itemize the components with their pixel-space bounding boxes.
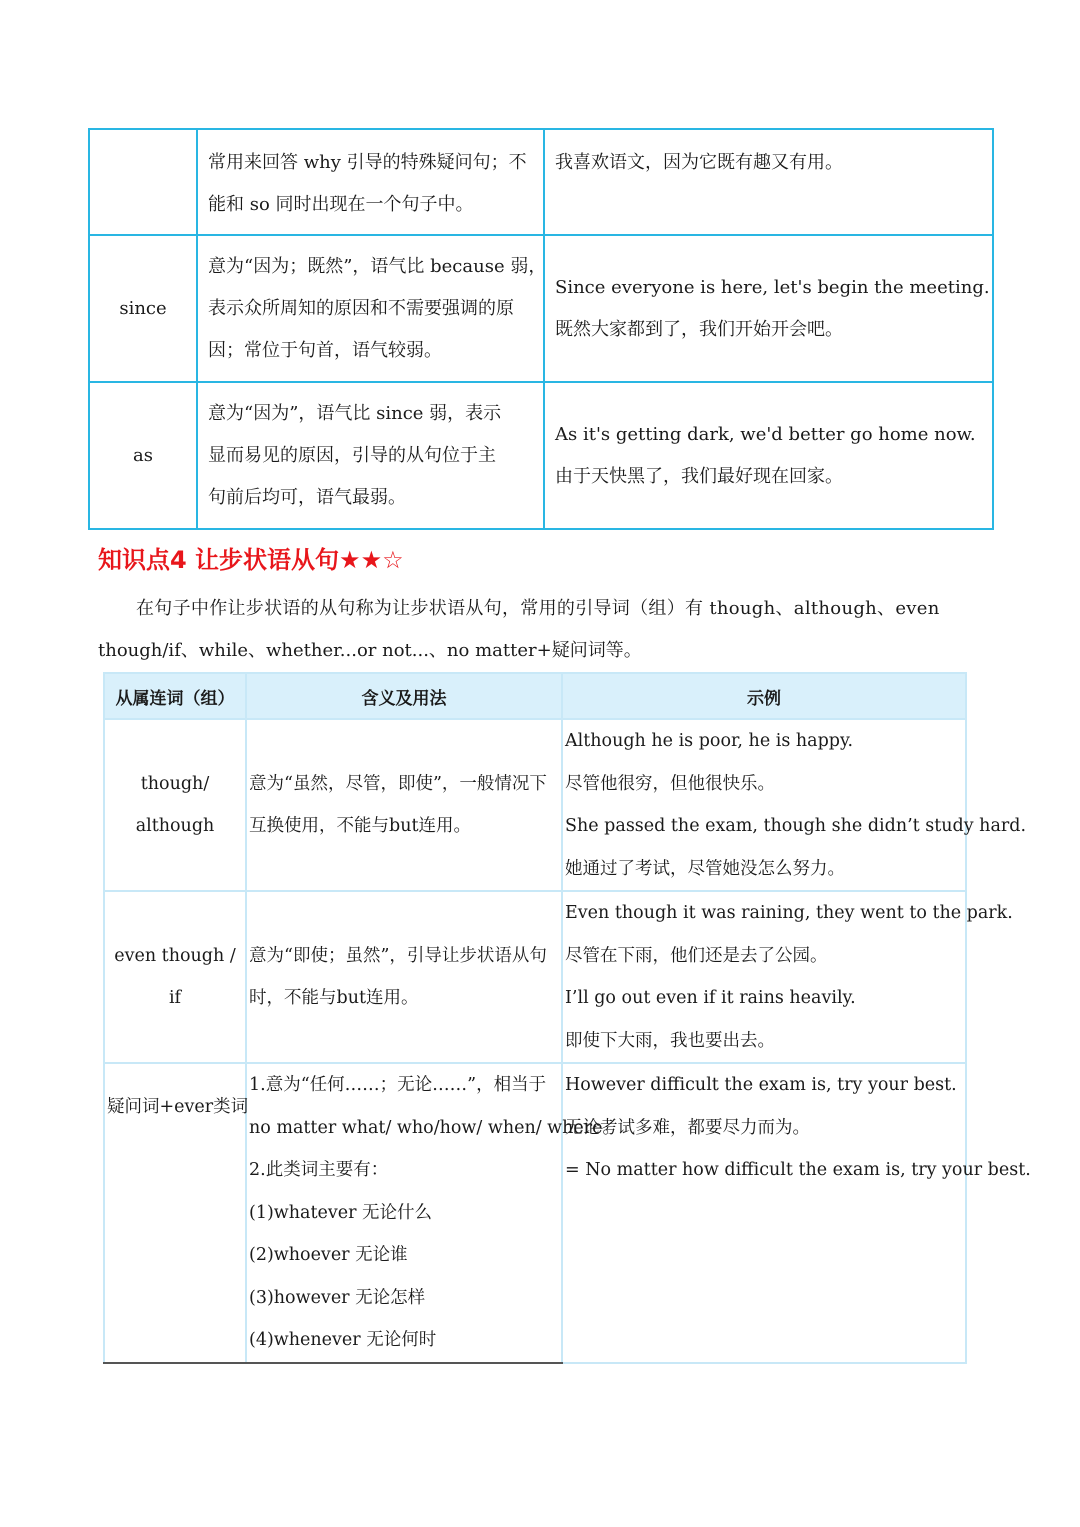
table-row (89, 129, 993, 235)
intro-line: though/if、while、whether...or not...、no matter+疑问词等。 (98, 640, 642, 661)
reason-clause-table (88, 128, 994, 530)
usage-cell (197, 129, 544, 235)
conjunction-line: although (135, 816, 215, 836)
usage-line: 显而易见的原因，引导的从句位于主 (208, 444, 496, 466)
example-line: 尽管他很穷，但他很快乐。 (565, 773, 775, 794)
usage-line: 时，不能与but连用。 (249, 988, 419, 1008)
usage-cell (246, 1063, 621, 1363)
example-line: Although he is poor, he is happy. (565, 731, 854, 751)
usage-cell (197, 382, 544, 529)
example-cell (544, 129, 993, 235)
conjunction-line: if (168, 988, 182, 1008)
usage-line: (4)whenever 无论何时 (249, 1330, 437, 1350)
intro-line: 在句子中作让步状语的从句称为让步状语从句，常用的引导词（组）有 though、although、even (136, 598, 940, 619)
table-row (104, 719, 966, 891)
example-line: She passed the exam, though she didn’t study hard. (565, 816, 1027, 836)
example-line: 既然大家都到了，我们开始开会吧。 (555, 318, 843, 340)
usage-line: 1.意为“任何……；无论……”，相当于 (249, 1075, 547, 1095)
usage-cell (246, 891, 562, 1063)
usage-line: 常用来回答 why 引导的特殊疑问句；不 (208, 152, 527, 173)
conjunction-cell (89, 129, 197, 235)
example-cell (544, 382, 993, 529)
conjunction-line: though/ (140, 773, 210, 794)
usage-line: 2.此类词主要有： (249, 1160, 389, 1180)
usage-line: (1)whatever 无论什么 (249, 1202, 433, 1223)
usage-line: 意为“因为；既然”，语气比 because 弱， (208, 255, 547, 277)
usage-line: 意为“因为”，语气比 since 弱，表示 (208, 402, 502, 424)
example-line: 她通过了考试，尽管她没怎么努力。 (565, 858, 845, 879)
example-line: 由于天快黑了，我们最好现在回家。 (555, 465, 843, 487)
usage-line: (3)however 无论怎样 (249, 1287, 426, 1308)
example-line: However difficult the exam is, try your best. (565, 1075, 957, 1095)
usage-line: 因；常位于句首，语气较弱。 (208, 339, 442, 361)
conjunction-cell (104, 891, 246, 1063)
usage-line: 能和 so 同时出现在一个句子中。 (208, 194, 474, 215)
example-line: Since everyone is here, let's begin the meeting. (555, 276, 990, 298)
conjunction-cell (104, 1063, 249, 1363)
conjunction-line: even though / (114, 945, 236, 966)
example-cell (562, 719, 1027, 891)
usage-line: 意为“即使；虽然”，引导让步状语从句 (249, 945, 547, 966)
usage-cell (197, 235, 547, 382)
conjunction-cell: since (89, 235, 197, 382)
usage-line: (2)whoever 无论谁 (249, 1245, 408, 1265)
example-line: 即使下大雨，我也要出去。 (565, 1030, 775, 1051)
concession-clause-table (103, 672, 1031, 1364)
example-cell (562, 891, 1013, 1063)
column-header: 从属连词（组） (104, 673, 246, 719)
example-line: = No matter how difficult the exam is, try your best. (565, 1160, 1031, 1180)
usage-line: 互换使用，不能与but连用。 (249, 816, 472, 836)
table-header-row (104, 673, 966, 719)
example-line: 尽管在下雨，他们还是去了公园。 (565, 945, 828, 966)
usage-line: no matter what/ who/how/ when/ where。 (249, 1117, 621, 1138)
usage-line: 意为“虽然，尽管，即使”，一般情况下 (249, 773, 547, 794)
conjunction-cell (104, 719, 246, 891)
column-header: 含义及用法 (246, 673, 562, 719)
column-header: 示例 (562, 673, 966, 719)
example-cell (562, 1063, 1031, 1363)
example-cell (544, 235, 993, 382)
conjunction-line: 疑问词+ever类词 (107, 1097, 249, 1117)
table-row (89, 235, 993, 382)
example-line: 我喜欢语文，因为它既有趣又有用。 (555, 152, 843, 173)
section-title: 知识点4 让步状语从句★★☆ (98, 546, 404, 574)
table-row (104, 891, 966, 1063)
example-line: Even though it was raining, they went to the park. (565, 903, 1013, 923)
table-row (104, 1063, 966, 1363)
table-row (89, 382, 993, 529)
conjunction-cell: as (89, 382, 197, 529)
example-line: As it's getting dark, we'd better go home now. (555, 423, 976, 445)
usage-cell (246, 719, 562, 891)
example-line: 无论考试多难，都要尽力而为。 (565, 1117, 810, 1138)
usage-line: 表示众所周知的原因和不需要强调的原 (208, 297, 514, 319)
example-line: I’ll go out even if it rains heavily. (565, 988, 856, 1008)
usage-line: 句前后均可，语气最弱。 (208, 486, 406, 508)
section-intro (98, 588, 982, 672)
